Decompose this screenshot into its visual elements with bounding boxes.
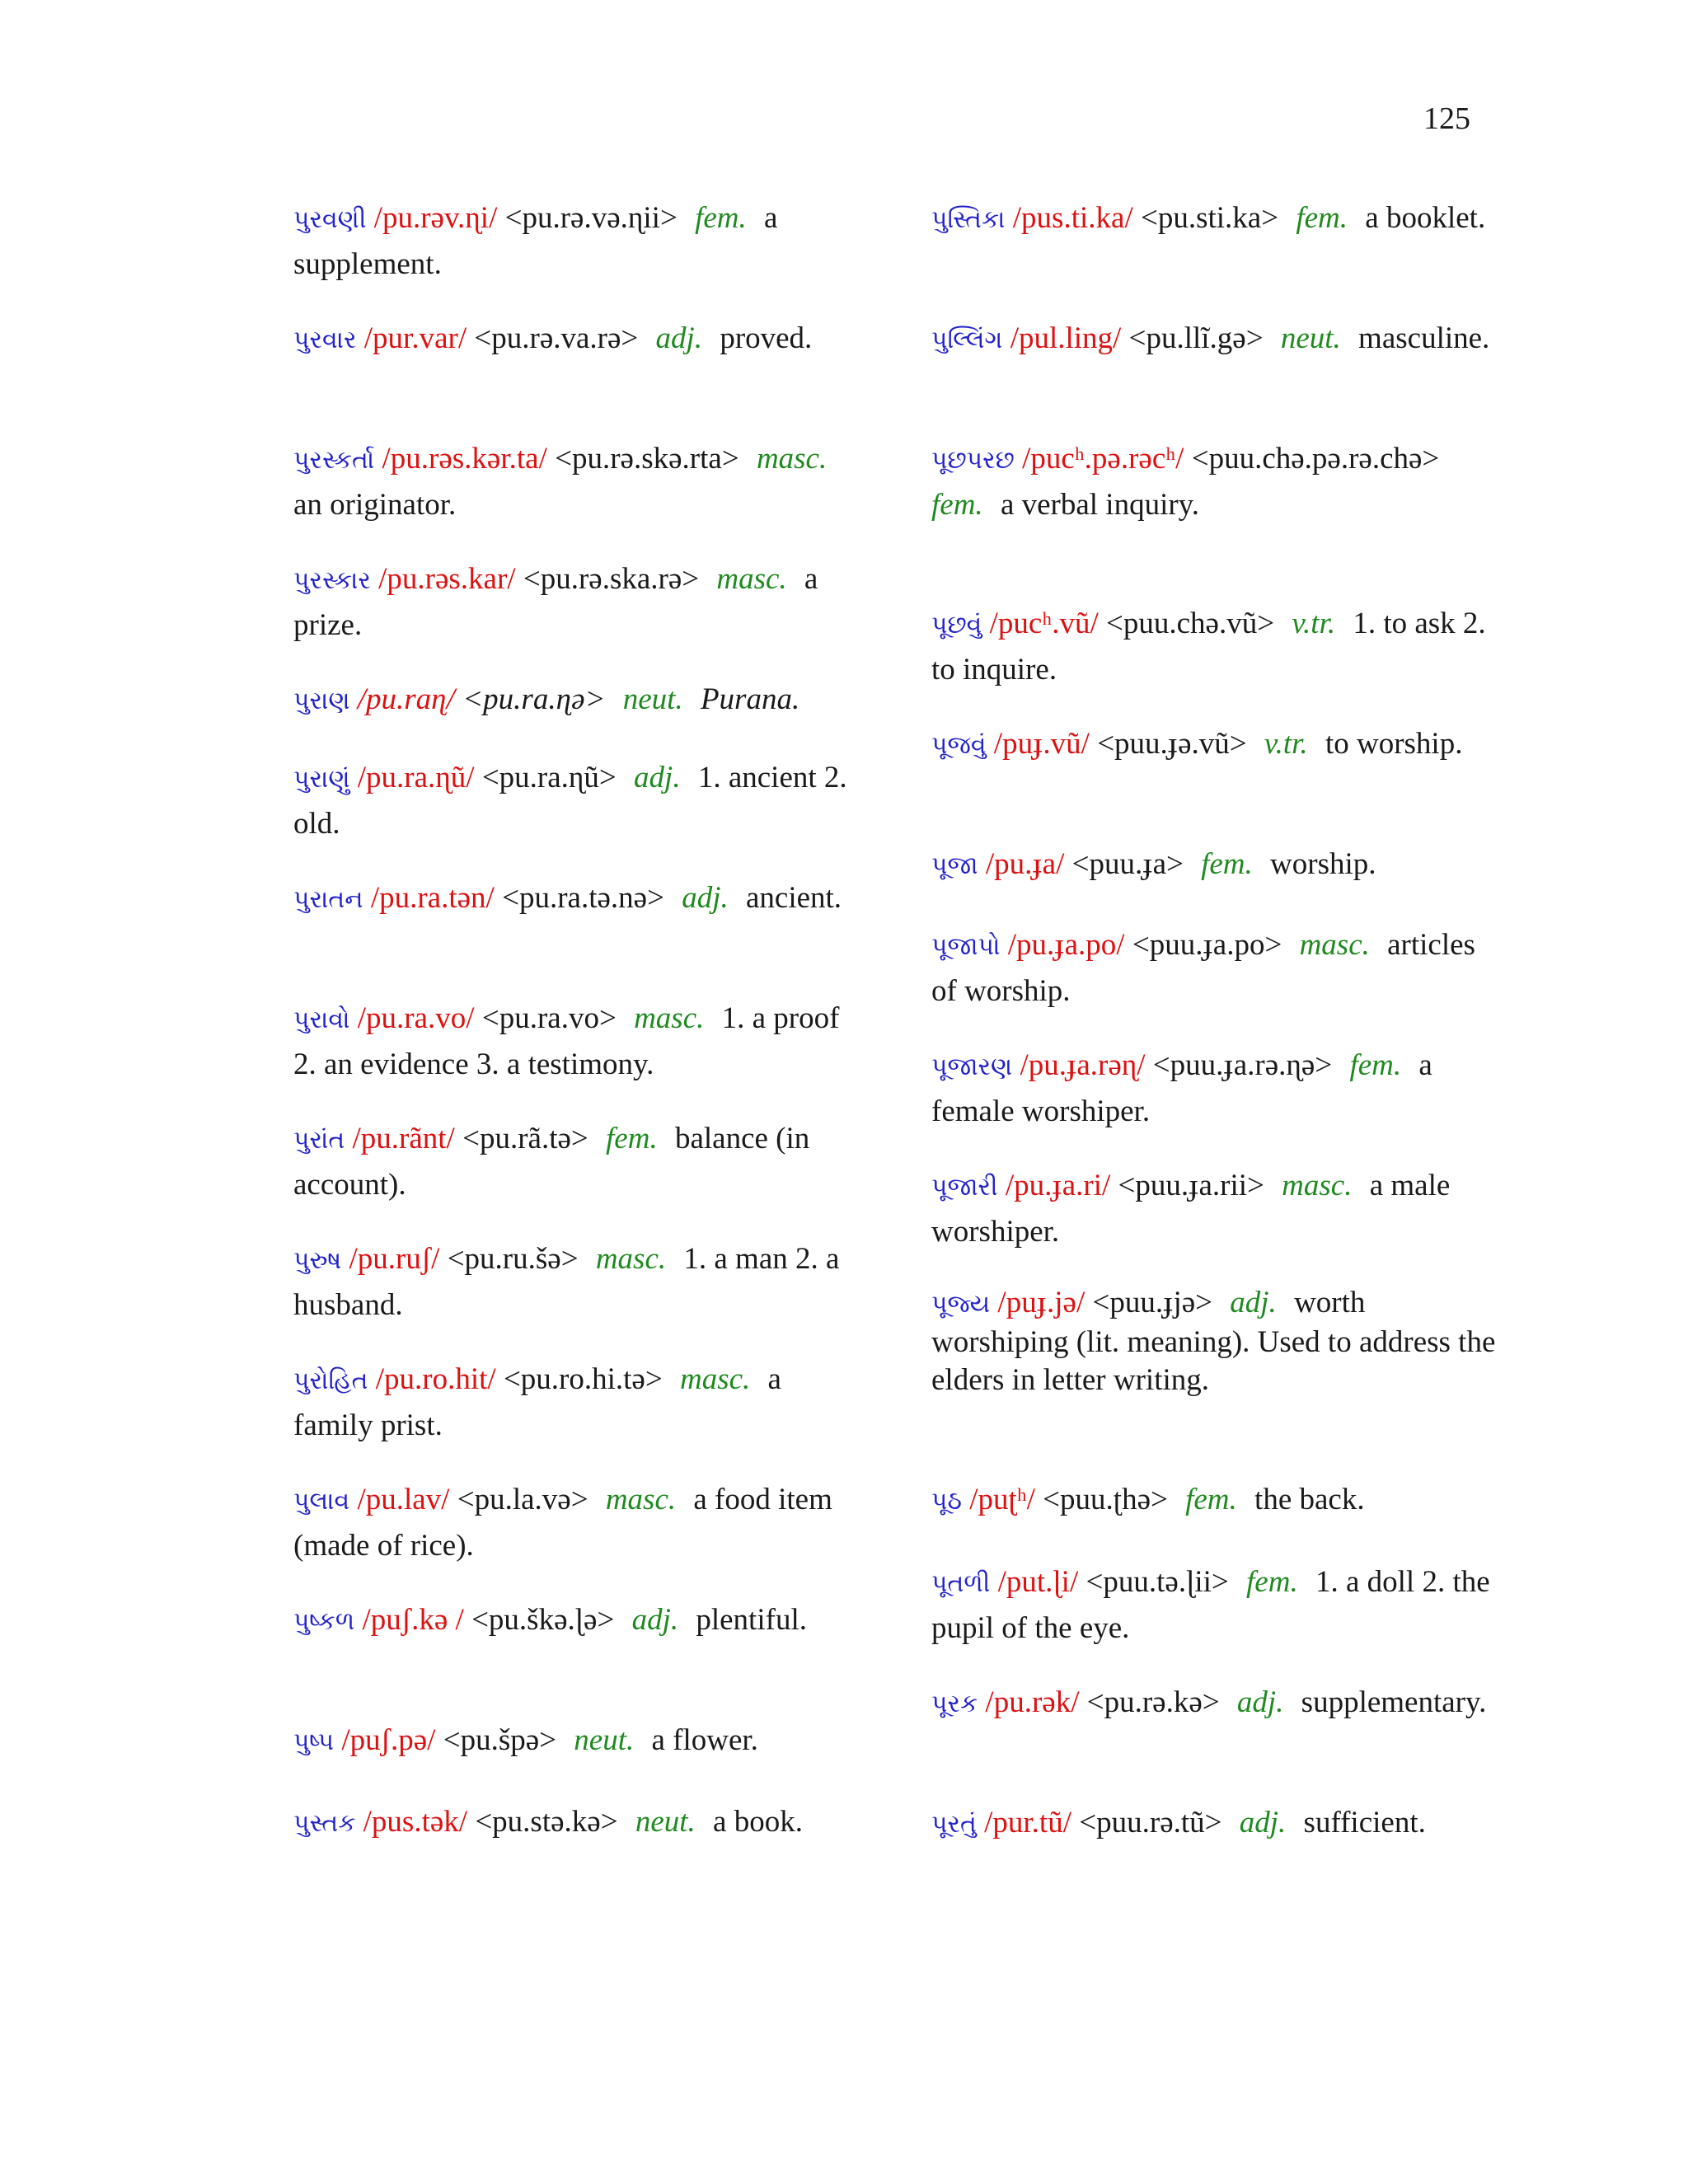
part-of-speech: fem. (931, 488, 983, 522)
transliteration: <pu.rã.tə> (462, 1122, 588, 1155)
definition: 1. ancient 2. old. (293, 761, 847, 841)
dictionary-entry (931, 316, 1500, 363)
part-of-speech: adj. (634, 761, 681, 794)
transliteration: <pu.špə> (443, 1723, 557, 1757)
part-of-speech: adj. (1239, 1806, 1287, 1840)
part-of-speech: adj. (655, 321, 703, 355)
transliteration: <pu.škə.ɭə> (471, 1603, 615, 1637)
part-of-speech: adj. (682, 881, 729, 915)
headword: પુરસ્કર્તા (293, 446, 375, 475)
headword: પૂઠ (931, 1487, 962, 1516)
definition: supplementary. (1301, 1685, 1487, 1719)
part-of-speech: fem. (606, 1122, 658, 1155)
definition: a prize. (293, 562, 818, 642)
part-of-speech: fem. (1349, 1048, 1402, 1082)
headword: પૂજવું (931, 731, 987, 760)
transliteration: <pu.llĩ.gə> (1128, 321, 1264, 355)
transliteration: <pu.la.və> (457, 1483, 588, 1516)
dictionary-entry (293, 1478, 862, 1568)
part-of-speech: masc. (679, 1362, 751, 1396)
headword: પૂજા (931, 851, 978, 880)
definition: a food item (made of rice). (293, 1483, 832, 1563)
dictionary-entry (293, 1357, 862, 1448)
definition: a book. (713, 1805, 803, 1839)
headword: પુષ્કળ (293, 1607, 355, 1636)
definition: proved. (720, 321, 813, 355)
transliteration: <pu.ra.tə.nə> (502, 881, 664, 915)
pronunciation: /pus.ti.ka/ (1012, 201, 1133, 235)
pronunciation: /pur.tũ/ (984, 1806, 1071, 1840)
dictionary-entry (293, 1117, 862, 1207)
headword: પુરવાર (293, 326, 357, 354)
pronunciation: /pu.ɟa.ri/ (1005, 1169, 1111, 1202)
dictionary-entry (293, 677, 862, 724)
definition: sufficient. (1303, 1806, 1426, 1840)
definition: an originator. (293, 488, 457, 522)
part-of-speech: neut. (574, 1723, 635, 1757)
dictionary-entry (931, 1478, 1500, 1524)
headword: પુરોહિત (293, 1366, 368, 1395)
headword: પુલાવ (293, 1487, 350, 1516)
pronunciation: /puʃ.pə/ (341, 1723, 436, 1757)
dictionary-entry (293, 996, 862, 1087)
definition: the back. (1254, 1483, 1365, 1516)
headword: પૂજ્ય (931, 1290, 991, 1319)
dictionary-entry (931, 842, 1500, 888)
pronunciation: /puʈʰ/ (969, 1483, 1035, 1516)
headword: પૂતળી (931, 1569, 991, 1598)
part-of-speech: masc. (716, 562, 787, 596)
transliteration: <pu.rə.və.ɳii> (504, 201, 678, 235)
headword: પુરાવો (293, 1005, 350, 1034)
part-of-speech: fem. (1201, 847, 1253, 881)
part-of-speech: v.tr. (1292, 607, 1336, 640)
headword: પૂરતું (931, 1810, 977, 1839)
dictionary-entry (293, 1800, 862, 1846)
headword: પુલ્લિંગ (931, 326, 1003, 354)
definition: a male worshiper. (931, 1169, 1451, 1249)
dictionary-entry (293, 557, 862, 648)
definition: worship. (1270, 847, 1376, 881)
transliteration: <puu.ɟə.vũ> (1097, 727, 1247, 761)
definition: 1. to ask 2. to inquire. (931, 607, 1486, 687)
part-of-speech: fem. (1296, 201, 1348, 235)
definition: ancient. (745, 881, 842, 915)
transliteration: <pu.ro.hi.tə> (503, 1362, 663, 1396)
pronunciation: /pul.ling/ (1010, 321, 1122, 355)
pronunciation: /pu.ra.tən/ (370, 881, 495, 915)
dictionary-entry (293, 316, 862, 363)
pronunciation: /pu.ra.vo/ (357, 1001, 475, 1035)
pronunciation: /put.ɭi/ (997, 1565, 1079, 1599)
definition: balance (in account). (293, 1122, 810, 1202)
part-of-speech: fem. (695, 201, 747, 235)
transliteration: <pu.rə.va.rə> (474, 321, 639, 355)
part-of-speech: fem. (1246, 1565, 1298, 1599)
pronunciation: /pu.rəs.kar/ (378, 562, 516, 596)
part-of-speech: neut. (635, 1805, 696, 1839)
headword: પૂરક (931, 1690, 978, 1718)
part-of-speech: masc. (756, 442, 828, 476)
dictionary-entry (931, 1801, 1500, 1847)
pronunciation: /pu.ɟa/ (985, 847, 1065, 881)
pronunciation: /pu.rək/ (985, 1685, 1080, 1719)
definition: a supplement. (293, 201, 778, 281)
definition: a verbal inquiry. (1000, 488, 1200, 522)
dictionary-entry (931, 1284, 1500, 1399)
part-of-speech: masc. (605, 1483, 677, 1516)
pronunciation: /pucʰ.vũ/ (989, 607, 1099, 640)
headword: પુરસ્કાર (293, 566, 371, 595)
part-of-speech: adj. (1230, 1286, 1277, 1319)
transliteration: <puu.chə.pə.rə.chə> (1191, 442, 1440, 476)
dictionary-entry (931, 1680, 1500, 1727)
definition: a booklet. (1365, 201, 1486, 235)
part-of-speech: adj. (631, 1603, 679, 1637)
pronunciation: /pu.raɳ/ (357, 682, 455, 716)
definition: Purana. (700, 682, 800, 716)
dictionary-entry (931, 196, 1500, 242)
headword: પુસ્તિકા (931, 205, 1006, 234)
definition: articles of worship. (931, 928, 1475, 1008)
dictionary-entry (931, 1164, 1500, 1254)
transliteration: <puu.ɟa> (1071, 847, 1184, 881)
headword: પુરાણું (293, 765, 350, 794)
pronunciation: /pur.var/ (363, 321, 467, 355)
transliteration: <puu.ɟa.rə.ɳə> (1152, 1048, 1333, 1082)
part-of-speech: neut. (622, 682, 683, 716)
dictionary-entry (931, 722, 1500, 768)
dictionary-entry (293, 756, 862, 846)
transliteration: <puu.ʈhə> (1043, 1483, 1168, 1516)
headword: પુષ્પ (293, 1727, 335, 1756)
transliteration: <puu.ɟjə> (1092, 1286, 1213, 1319)
dictionary-entry (293, 196, 862, 287)
headword: પુરુષ (293, 1246, 342, 1275)
dictionary-entry (293, 437, 862, 527)
pronunciation: /pu.ɟa.rəɳ/ (1020, 1048, 1146, 1082)
transliteration: <pu.ra.ɳũ> (481, 761, 617, 794)
headword: પૂજાપો (931, 932, 1001, 961)
headword: પુરવણી (293, 205, 367, 234)
transliteration: <puu.rə.tũ> (1079, 1806, 1222, 1840)
part-of-speech: adj. (1236, 1685, 1284, 1719)
dictionary-entry (293, 1237, 862, 1328)
definition: to worship. (1325, 727, 1463, 761)
part-of-speech: masc. (1282, 1169, 1353, 1202)
part-of-speech: masc. (1299, 928, 1370, 962)
definition: 1. a doll 2. the pupil of the eye. (931, 1565, 1490, 1645)
headword: પૂછવું (931, 611, 982, 640)
pronunciation: /puɟ.jə/ (997, 1286, 1085, 1319)
definition: a family prist. (293, 1362, 781, 1442)
dictionary-entry (931, 602, 1500, 692)
dictionary-entry (293, 1598, 862, 1644)
pronunciation: /pus.tək/ (363, 1805, 468, 1839)
pronunciation: /pu.lav/ (357, 1483, 450, 1516)
transliteration: <pu.ra.ɳə> (462, 682, 606, 716)
definition: 1. a man 2. a husband. (293, 1242, 840, 1322)
part-of-speech: masc. (634, 1001, 705, 1035)
headword: પુસ્તક (293, 1809, 356, 1838)
pronunciation: /pu.rəs.kər.ta/ (382, 442, 547, 476)
headword: પૂજારી (931, 1173, 998, 1202)
transliteration: <puu.ɟa.rii> (1118, 1169, 1264, 1202)
definition: a flower. (651, 1723, 758, 1757)
pronunciation: /pu.ro.hit/ (375, 1362, 496, 1396)
pronunciation: /pu.ruʃ/ (349, 1242, 440, 1276)
definition: a female worshiper. (931, 1048, 1432, 1128)
headword: પૂછપરછ (931, 446, 1015, 475)
transliteration: <pu.ra.vo> (481, 1001, 617, 1035)
transliteration: <puu.tə.ɭii> (1085, 1565, 1229, 1599)
transliteration: <puu.ɟa.po> (1132, 928, 1282, 962)
part-of-speech: neut. (1280, 321, 1341, 355)
headword: પૂજારણ (931, 1052, 1013, 1081)
headword: પુરાંત (293, 1126, 345, 1155)
part-of-speech: masc. (595, 1242, 667, 1276)
page-number: 125 (1423, 101, 1470, 136)
pronunciation: /puɟ.vũ/ (993, 727, 1090, 761)
dictionary-entry (931, 923, 1500, 1014)
part-of-speech: v.tr. (1264, 727, 1308, 761)
pronunciation: /pu.ɟa.po/ (1007, 928, 1125, 962)
transliteration: <pu.rə.skə.rta> (555, 442, 739, 476)
pronunciation: /pu.rəv.ɳi/ (373, 201, 498, 235)
headword: પુરાતન (293, 885, 363, 914)
dictionary-entry (931, 437, 1500, 527)
definition: 1. a proof 2. an evidence 3. a testimony. (293, 1001, 840, 1081)
definition: worth worshiping (lit. meaning). Used to address the elders in letter writing. (931, 1286, 1496, 1397)
definition: plentiful. (696, 1603, 807, 1637)
pronunciation: /pu.ra.ɳũ/ (357, 761, 475, 794)
transliteration: <pu.rə.ska.rə> (523, 562, 700, 596)
dictionary-entry (931, 1560, 1500, 1651)
definition: masculine. (1358, 321, 1490, 355)
dictionary-entry (293, 876, 862, 922)
transliteration: <pu.ru.šə> (447, 1242, 579, 1276)
part-of-speech: fem. (1185, 1483, 1237, 1516)
transliteration: <pu.sti.ka> (1140, 201, 1279, 235)
dictionary-entry (931, 1043, 1500, 1134)
transliteration: <pu.rə.kə> (1086, 1685, 1220, 1719)
pronunciation: /pucʰ.pə.rəcʰ/ (1022, 442, 1184, 476)
dictionary-entry (293, 1718, 862, 1765)
transliteration: <puu.chə.vũ> (1105, 607, 1275, 640)
pronunciation: /puʃ.kə / (362, 1603, 464, 1637)
headword: પુરાણ (293, 687, 350, 715)
transliteration: <pu.stə.kə> (475, 1805, 618, 1839)
pronunciation: /pu.rãnt/ (352, 1122, 455, 1155)
